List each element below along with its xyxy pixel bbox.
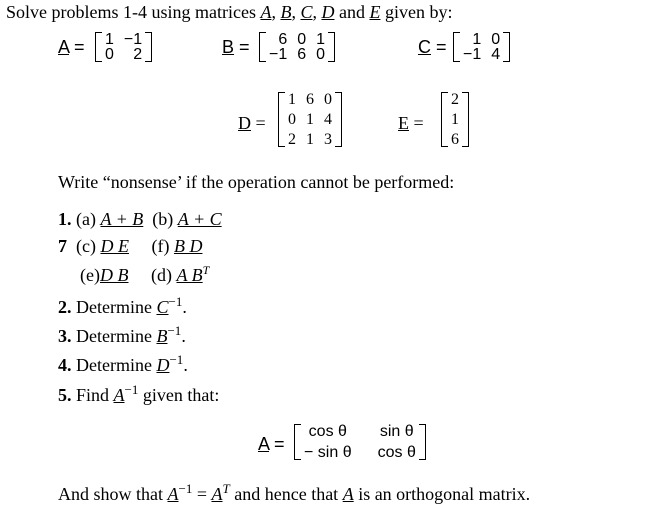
title-matrix-symbol: B bbox=[280, 2, 292, 22]
final-statement: And show that $A^{-1} = A^T$ and hence that A is an orthogonal matrix. bbox=[58, 481, 531, 504]
rotation-matrix-label: A = bbox=[258, 434, 285, 454]
title-matrix-symbol: D bbox=[321, 2, 335, 22]
matrix-c-label: C = bbox=[418, 37, 447, 57]
matrix-e-label: E = bbox=[398, 113, 424, 133]
matrix-b-label: B = bbox=[222, 37, 250, 57]
matrix-d-label: D = bbox=[238, 113, 266, 133]
title-matrix-symbol: E bbox=[369, 2, 381, 22]
problem-1-row-2: 7 (c) D E (f) B D bbox=[58, 236, 203, 256]
matrix-e: 2 1 6 bbox=[441, 92, 469, 147]
title-matrix-symbol: A bbox=[260, 2, 272, 22]
title-matrix-symbol: C bbox=[300, 2, 313, 22]
matrix-c: 1 0 −1 4 bbox=[453, 32, 510, 62]
rotation-matrix: cos θ sin θ − sin θ cos θ bbox=[294, 424, 426, 460]
problem-1-row-1: 1. (a) A + B (b) A + C bbox=[58, 209, 222, 229]
problem-3: 3. Determine $B^{-1}$. bbox=[58, 323, 186, 346]
matrix-d: 1 6 0 0 1 4 2 1 3 bbox=[278, 92, 342, 147]
instruction: Write “nonsense’ if the operation cannot be performed: bbox=[58, 172, 455, 192]
problem-5: 5. Find $A^{-1}$ given that: bbox=[58, 382, 220, 405]
problem-4: 4. Determine $D^{-1}$. bbox=[58, 352, 188, 375]
matrix-a-label: A = bbox=[58, 37, 85, 57]
page-title: Solve problems 1-4 using matrices A, B, C, D and E given by: bbox=[6, 2, 453, 22]
matrix-a: 1 −1 0 2 bbox=[95, 32, 152, 62]
problem-2: 2. Determine $C^{-1}$. bbox=[58, 294, 187, 317]
problem-1-row-3: (e)D B (d) A $B^T$ bbox=[80, 263, 210, 285]
matrix-b: 6 0 1 −1 6 0 bbox=[259, 32, 335, 62]
